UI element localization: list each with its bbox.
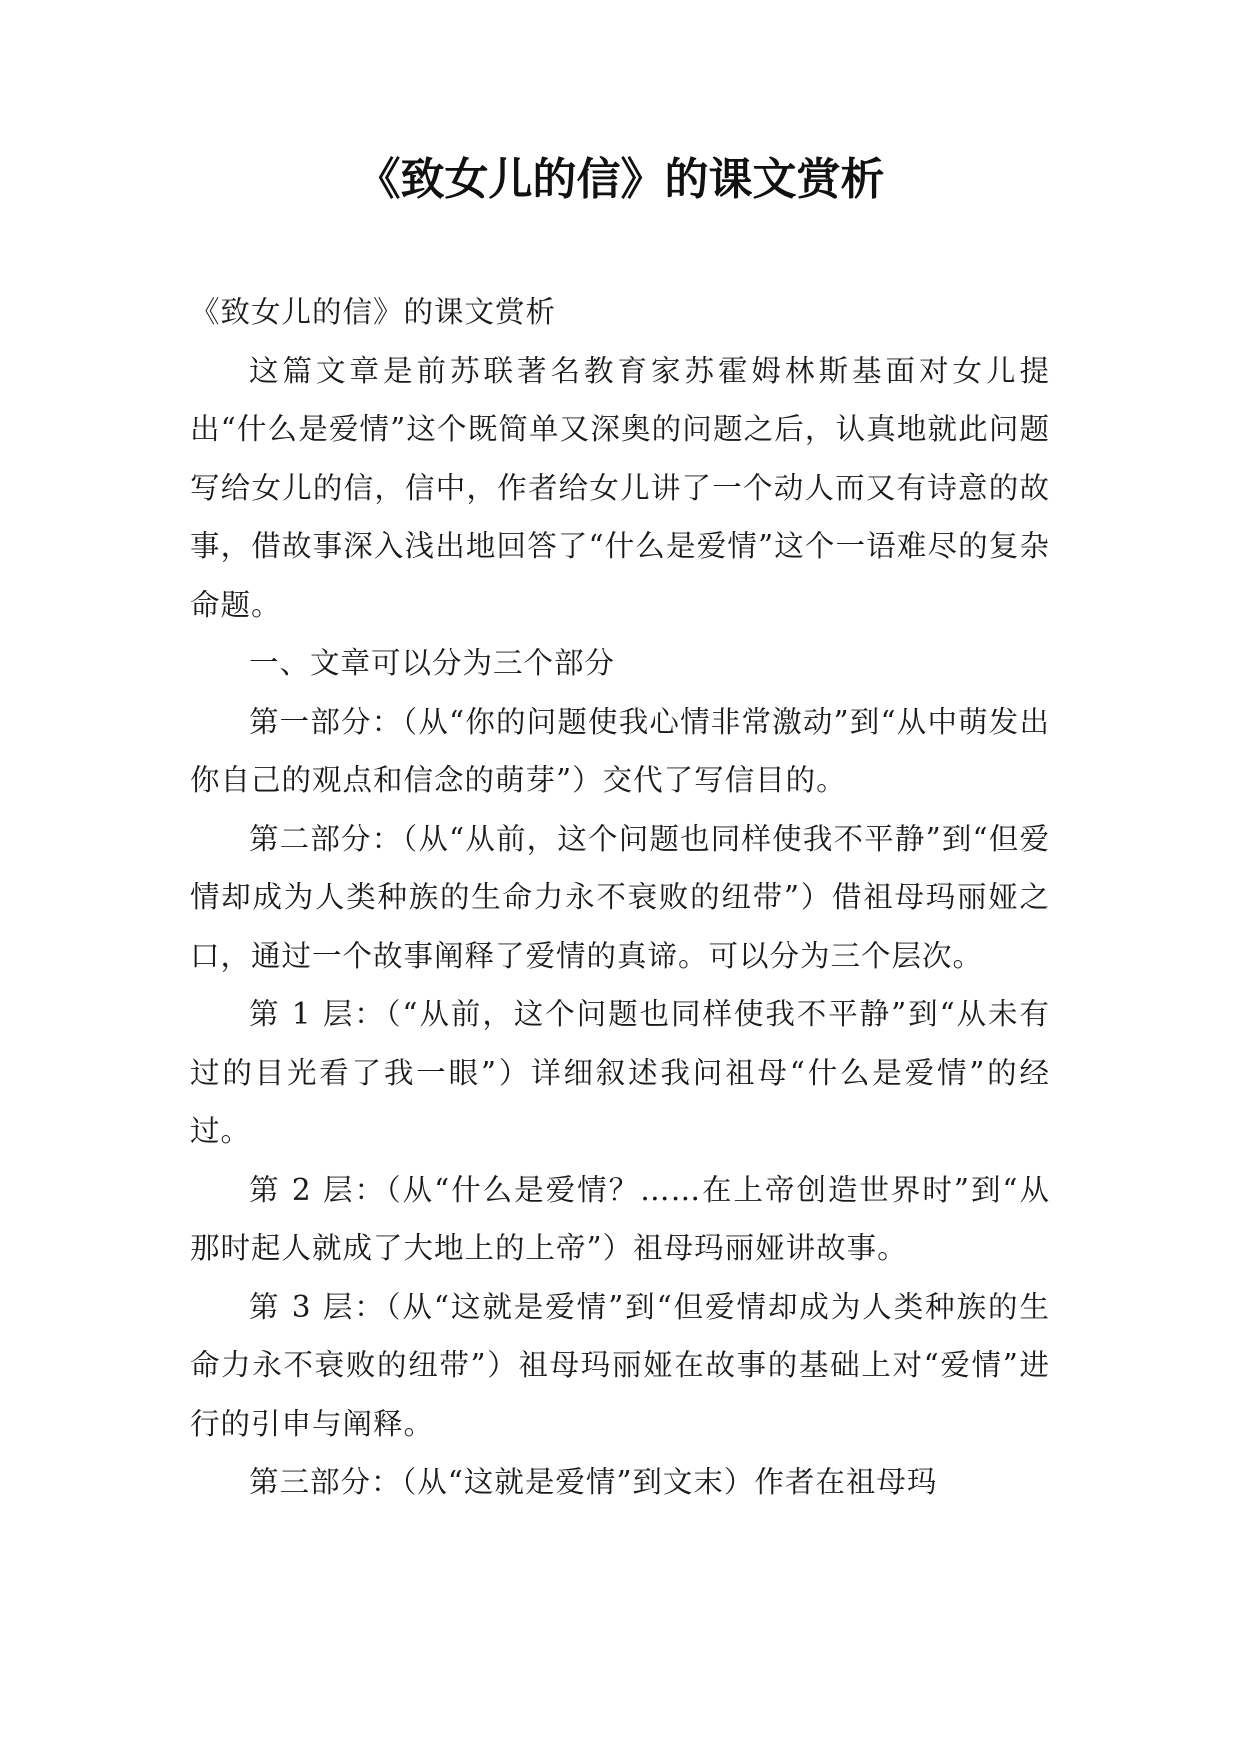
paragraph-section-heading: 一、文章可以分为三个部分 — [249, 646, 616, 680]
paragraph-intro: 这篇文章是前苏联著名教育家苏霍姆林斯基面对女儿提出“什么是爱情”这个既简单又深奥的问题之后，认真地就此问题写给女儿的信，信中，作者给女儿讲了一个动人而又有诗意的故事，借故事深入浅出地回答了“什么是爱情”这个一语难尽的复杂命题。 — [190, 353, 1050, 622]
paragraph-part-three: 第三部分：（从“这就是爱情”到文末）作者在祖母玛 — [249, 1465, 938, 1499]
paragraph-layer-three: 第 3 层：（从“这就是爱情”到“但爱情却成为人类种族的生命力永不衰败的纽带”）祖母玛丽娅在故事的基础上对“爱情”进行的引申与阐释。 — [190, 1289, 1050, 1441]
document-title: 《致女儿的信》的课文赏析 — [356, 154, 885, 205]
document-body — [190, 283, 1050, 1512]
paragraph-subtitle: 《致女儿的信》的课文赏析 — [190, 295, 557, 329]
paragraph-layer-two: 第 2 层：（从“什么是爱情？……在上帝创造世界时”到“从那时起人就成了大地上的上帝”）祖母玛丽娅讲故事。 — [190, 1172, 1050, 1265]
paragraph-layer-one: 第 1 层：（“从前，这个问题也同样使我不平静”到“从未有过的目光看了我一眼”）详细叙述我问祖母“什么是爱情”的经过。 — [190, 997, 1050, 1148]
paragraph-part-one: 第一部分：（从“你的问题使我心情非常激动”到“从中萌发出你自己的观点和信念的萌芽”）交代了写信目的。 — [190, 704, 1050, 797]
paragraph-part-two: 第二部分：（从“从前，这个问题也同样使我不平静”到“但爱情却成为人类种族的生命力永不衰败的纽带”）借祖母玛丽娅之口，通过一个故事阐释了爱情的真谛。可以分为三个层次。 — [190, 821, 1050, 973]
